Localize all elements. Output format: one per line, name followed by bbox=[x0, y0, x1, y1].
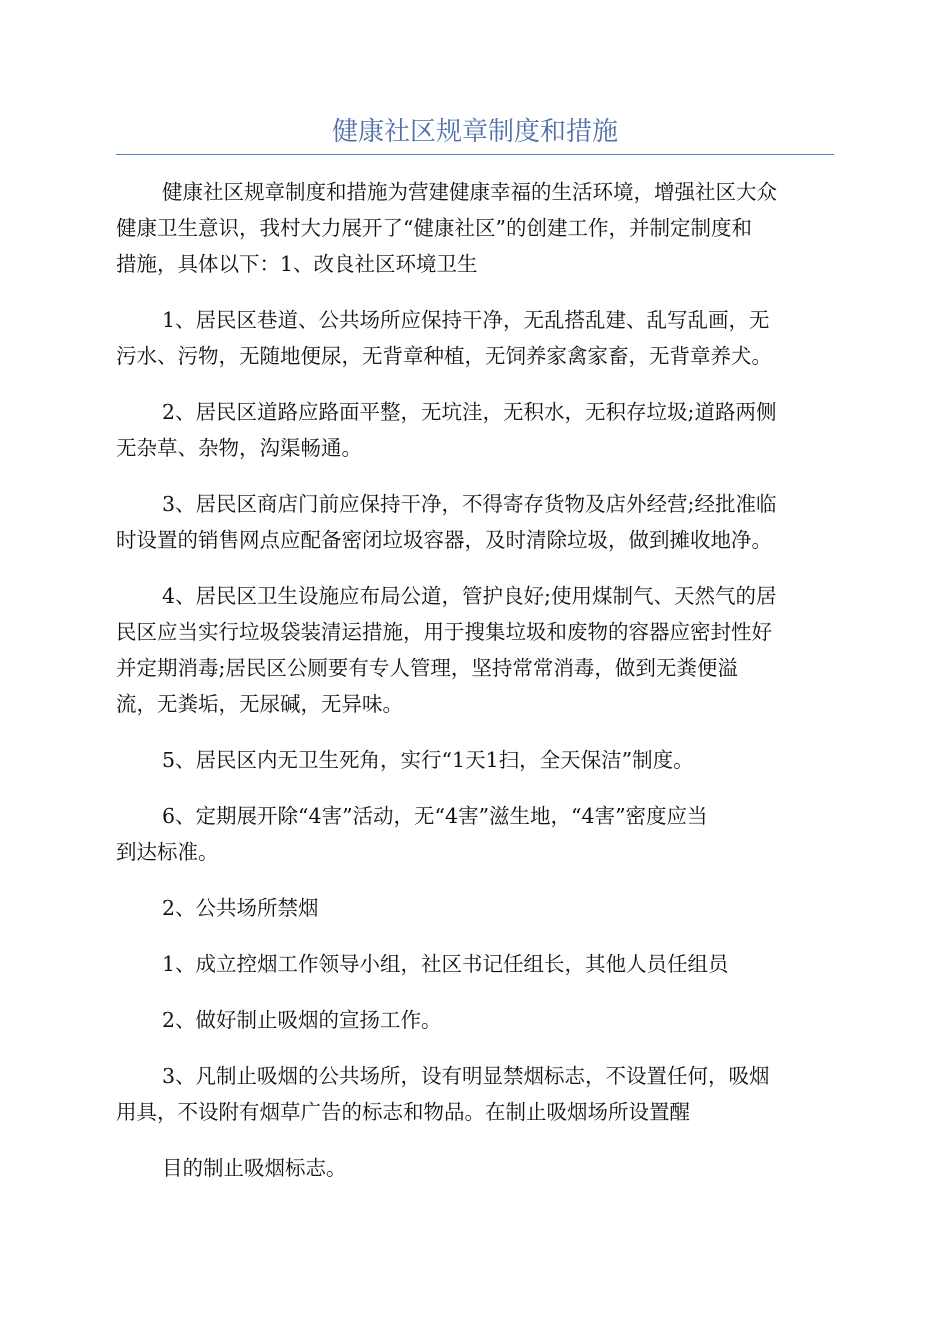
section-heading bbox=[116, 890, 834, 926]
document-body bbox=[116, 174, 834, 1186]
paragraph-item bbox=[116, 1150, 834, 1186]
paragraph-line: 6、定期展开除“4害”活动，无“4害”滋生地，“4害”密度应当 bbox=[162, 804, 708, 828]
paragraph-line: 健康社区规章制度和措施为营建健康幸福的生活环境，增强社区大众 bbox=[162, 180, 777, 204]
paragraph-intro bbox=[116, 174, 834, 282]
title-underline bbox=[116, 154, 834, 155]
paragraph-item bbox=[116, 394, 834, 466]
paragraph-line: 目的制止吸烟标志。 bbox=[162, 1156, 347, 1180]
paragraph-item bbox=[116, 302, 834, 374]
paragraph-item bbox=[116, 578, 834, 722]
paragraph-line: 2、公共场所禁烟 bbox=[162, 896, 319, 920]
paragraph-line: 无杂草、杂物，沟渠畅通。 bbox=[116, 436, 362, 460]
paragraph-item bbox=[116, 742, 834, 778]
paragraph-line: 流，无粪垢，无尿碱，无异味。 bbox=[116, 692, 403, 716]
paragraph-line: 污水、污物，无随地便尿，无背章种植，无饲养家禽家畜，无背章养犬。 bbox=[116, 344, 772, 368]
paragraph-line: 到达标准。 bbox=[116, 840, 219, 864]
paragraph-line: 3、居民区商店门前应保持干净，不得寄存货物及店外经营;经批准临 bbox=[162, 492, 777, 516]
paragraph-line: 1、成立控烟工作领导小组，社区书记任组长，其他人员任组员 bbox=[162, 952, 729, 976]
paragraph-item bbox=[116, 1058, 834, 1130]
paragraph-item bbox=[116, 946, 834, 982]
paragraph-line: 3、凡制止吸烟的公共场所，设有明显禁烟标志，不设置任何，吸烟 bbox=[162, 1064, 770, 1088]
paragraph-line: 并定期消毒;居民区公厕要有专人管理，坚持常常消毒，做到无粪便溢 bbox=[116, 656, 738, 680]
paragraph-line: 民区应当实行垃圾袋装清运措施，用于搜集垃圾和废物的容器应密封性好 bbox=[116, 620, 772, 644]
paragraph-item bbox=[116, 486, 834, 558]
paragraph-line: 5、居民区内无卫生死角，实行“1天1扫，全天保洁”制度。 bbox=[162, 748, 694, 772]
paragraph-item bbox=[116, 1002, 834, 1038]
paragraph-line: 4、居民区卫生设施应布局公道，管护良好;使用煤制气、天然气的居 bbox=[162, 584, 777, 608]
paragraph-item bbox=[116, 798, 834, 870]
paragraph-line: 2、做好制止吸烟的宣扬工作。 bbox=[162, 1008, 442, 1032]
paragraph-line: 1、居民区巷道、公共场所应保持干净，无乱搭乱建、乱写乱画，无 bbox=[162, 308, 770, 332]
paragraph-line: 2、居民区道路应路面平整，无坑洼，无积水，无积存垃圾;道路两侧 bbox=[162, 400, 777, 424]
paragraph-line: 健康卫生意识，我村大力展开了“健康社区”的创建工作，并制定制度和 bbox=[116, 216, 752, 240]
document-title: 健康社区规章制度和措施 bbox=[331, 117, 618, 147]
paragraph-line: 时设置的销售网点应配备密闭垃圾容器，及时清除垃圾，做到摊收地净。 bbox=[116, 528, 772, 552]
paragraph-line: 用具，不设附有烟草广告的标志和物品。在制止吸烟场所设置醒 bbox=[116, 1100, 690, 1124]
paragraph-line: 措施，具体以下：1、改良社区环境卫生 bbox=[116, 252, 478, 276]
